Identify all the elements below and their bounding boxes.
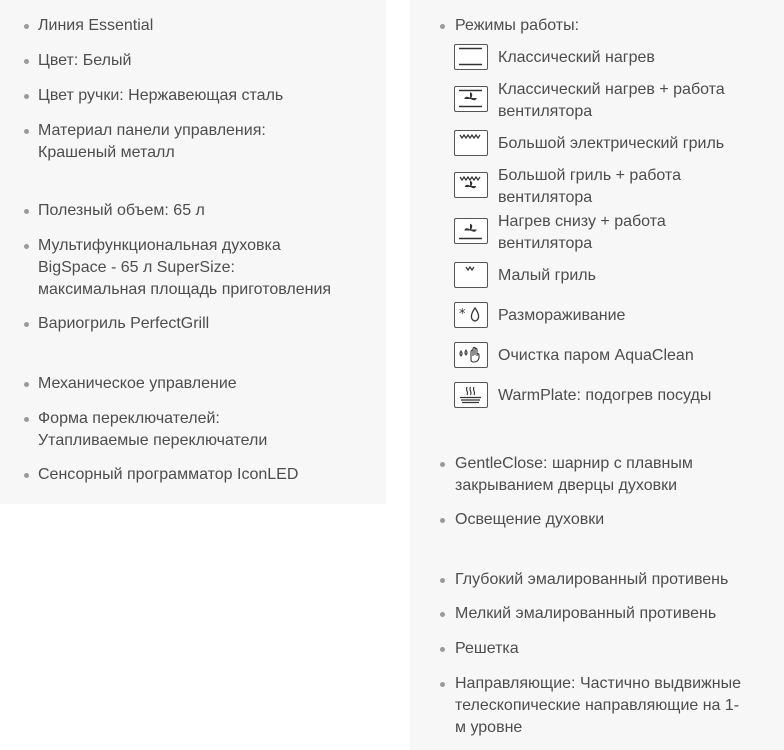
svg-text:*: * [459, 307, 466, 322]
bullet [24, 129, 29, 134]
bullet [440, 578, 445, 583]
knob-type-item-cont: Утапливаемые переключатели [38, 432, 268, 449]
rails-item: Направляющие: Частично выдвижные [455, 675, 741, 692]
bullet [24, 209, 29, 214]
mode-label: Размораживание [498, 307, 626, 324]
bullet [24, 382, 29, 387]
programmer-item: Сенсорный программатор IconLED [38, 466, 299, 483]
mode-label: Классический нагрев + работа [498, 81, 725, 98]
bottom-heat-fan-icon [454, 218, 488, 244]
steam-clean-icon [454, 342, 488, 368]
bullet [24, 322, 29, 327]
large-grill-fan-icon [454, 172, 488, 198]
bullet [24, 417, 29, 422]
shallow-tray-item: Мелкий эмалированный противень [455, 605, 717, 622]
variogrill-item: Вариогриль PerfectGrill [38, 315, 210, 332]
panel-material-item: Материал панели управления: [38, 122, 266, 139]
multifunction-item-cont2: максимальная площадь приготовления [38, 281, 332, 298]
mode-label: Нагрев снизу + работа [498, 213, 666, 230]
mode-label-cont: вентилятора [498, 103, 593, 120]
mode-label: Очистка паром AquaClean [498, 347, 694, 364]
line-item: Линия Essential [38, 17, 154, 34]
rails-item-cont: телескопические направляющие на 1- [455, 697, 740, 714]
oven-light-item: Освещение духовки [455, 511, 605, 528]
bullet [24, 473, 29, 478]
multifunction-item: Мультифункциональная духовка [38, 237, 281, 254]
mode-label: Большой электрический гриль [498, 135, 725, 152]
gentleclose-item: GentleClose: шарнир с плавным [455, 455, 693, 472]
mode-label-cont: вентилятора [498, 189, 593, 206]
bullet [24, 94, 29, 99]
mode-label: WarmPlate: подогрев посуды [498, 387, 712, 404]
deep-tray-item: Глубокий эмалированный противень [455, 571, 729, 588]
conventional-fan-icon [454, 86, 488, 112]
gentleclose-item-cont: закрыванием дверцы духовки [455, 477, 678, 494]
mode-label: Классический нагрев [498, 49, 655, 66]
warm-plate-icon [454, 382, 488, 408]
color-item: Цвет: Белый [38, 52, 132, 69]
bullet [440, 612, 445, 617]
rails-item-cont2: м уровне [455, 719, 523, 736]
bullet [24, 59, 29, 64]
small-grill-icon [454, 262, 488, 288]
handle-color-item: Цвет ручки: Нержавеющая сталь [38, 87, 284, 104]
mode-label: Малый гриль [498, 267, 596, 284]
bullet [440, 462, 445, 467]
mode-label: Большой гриль + работа [498, 167, 681, 184]
bullet [440, 24, 445, 29]
bullet [440, 647, 445, 652]
panel-material-item-cont: Крашеный металл [38, 144, 175, 161]
defrost-icon [454, 302, 488, 328]
bullet [24, 244, 29, 249]
volume-item: Полезный объем: 65 л [38, 202, 205, 219]
modes-heading: Режимы работы: [455, 17, 580, 34]
bullet [440, 518, 445, 523]
mechanical-control-item: Механическое управление [38, 375, 237, 392]
rack-item: Решетка [455, 640, 519, 657]
large-grill-icon [454, 130, 488, 156]
knob-type-item: Форма переключателей: [38, 410, 220, 427]
bullet [24, 24, 29, 29]
conventional-heat-icon [454, 44, 488, 70]
multifunction-item-cont: BigSpace - 65 л SuperSize: [38, 259, 235, 276]
bullet [440, 682, 445, 687]
mode-label-cont: вентилятора [498, 235, 593, 252]
